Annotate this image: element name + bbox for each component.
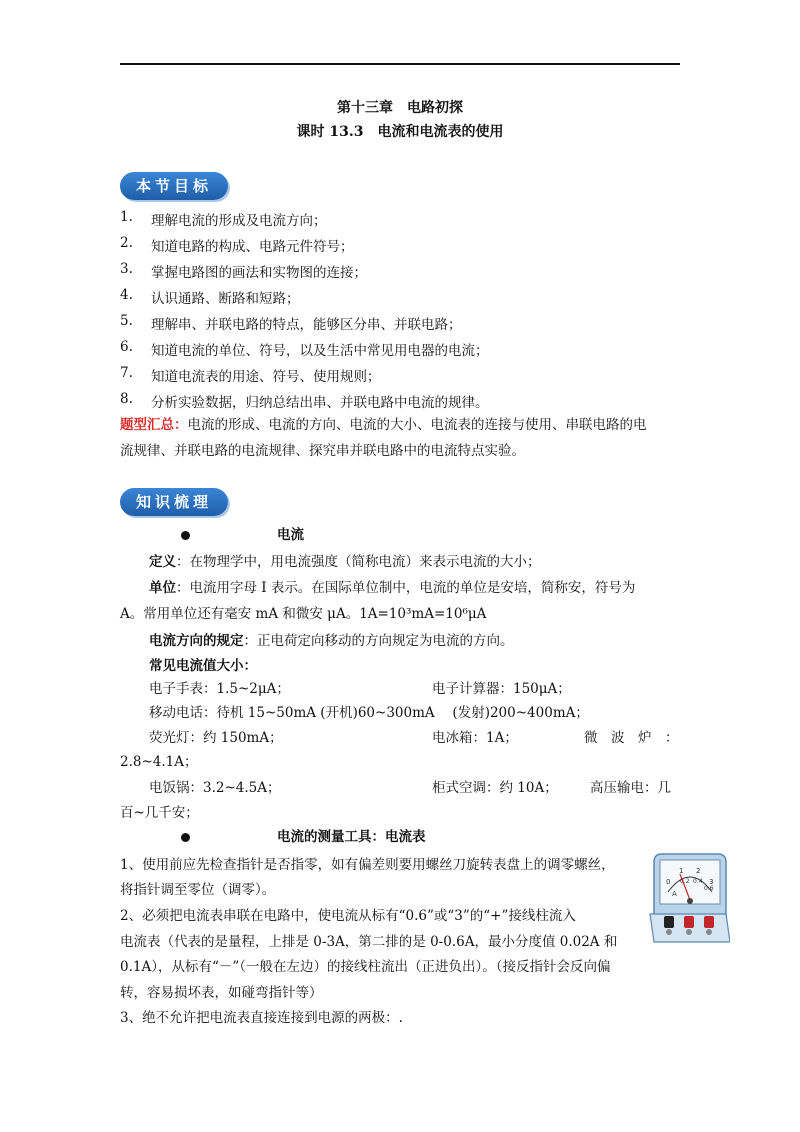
goal-item: 掌握电路图的画法和实物图的连接； <box>151 265 367 281</box>
scale-label-inner: 0.4 <box>693 878 703 885</box>
common-values-heading <box>149 657 257 675</box>
scale-label: 0 <box>666 878 671 886</box>
header-rule <box>120 63 680 65</box>
goal-number: 7. <box>120 365 133 381</box>
direction-label: 电流方向的规定 <box>149 633 244 649</box>
current-heading: 电流 <box>277 527 304 543</box>
rule-2-line-3: 0.1A），从标有“－”（一般在左边）的接线柱流出（正进负出）。（接反指针会反向偏 <box>120 959 611 975</box>
value-lamp: 荧光灯：约 150mA； <box>149 730 283 746</box>
value-fridge: 电冰箱：1A； <box>432 730 518 746</box>
direction-line <box>149 632 514 650</box>
bullet-icon <box>181 531 190 540</box>
scale-label: 2 <box>696 867 701 875</box>
goal-number: 3. <box>120 261 133 277</box>
unit-label: A <box>672 890 677 898</box>
bullet-icon <box>181 833 190 842</box>
goal-item: 理解串、并联电路的特点，能够区分串、并联电路； <box>151 317 462 333</box>
goals-badge: 本节目标 <box>120 172 228 200</box>
value-cooker: 电饭锅：3.2~4.5A； <box>149 780 281 796</box>
lesson-title: 课时 13.3 电流和电流表的使用 <box>296 124 504 140</box>
ammeter-heading: 电流的测量工具：电流表 <box>277 829 426 845</box>
value-watch: 电子手表：1.5~2μA； <box>149 681 290 697</box>
goal-item: 认识通路、断路和短路； <box>151 291 300 307</box>
rule-2-line-1: 2、必须把电流表串联在电路中，使电流从标有“0.6”或“3”的“+”接线柱流入 <box>120 908 576 924</box>
knowledge-badge: 知识梳理 <box>120 488 228 516</box>
direction-text: ：正电荷定向移动的方向规定为电流的方向。 <box>243 633 514 649</box>
goal-number: 8. <box>120 391 133 407</box>
goal-number: 6. <box>120 339 133 355</box>
common-values-label: 常见电流值大小 <box>149 658 244 674</box>
summary-line-2: 流规律、并联电路的电流规律、探究串并联电路中的电流特点实验。 <box>120 443 525 459</box>
scale-label: 1 <box>679 867 684 875</box>
value-hv: 高压输电：几 <box>590 780 671 796</box>
rule-2-line-2: 电流表（代表的是量程，上排是 0-3A，第二排的是 0-0.6A，最小分度值 0.02A 和 <box>120 934 618 950</box>
definition-text: ：在物理学中，用电流强度（简称电流）来表示电流的大小； <box>176 554 541 570</box>
scale-label-inner: 0.2 <box>680 878 690 885</box>
definition-line <box>149 553 541 571</box>
value-microwave-amount: 2.8~4.1A； <box>120 754 198 770</box>
summary-label: 题型汇总： <box>120 417 188 433</box>
chapter-title: 第十三章 电路初探 <box>337 100 463 116</box>
goal-item: 知道电流表的用途、符号、使用规则； <box>151 369 381 385</box>
unit-text: ：电流用字母 I 表示。在国际单位制中，电流的单位是安培，简称安，符号为 <box>176 580 636 596</box>
goal-item: 知道电路的构成、电路元件符号； <box>151 239 354 255</box>
goal-item: 理解电流的形成及电流方向； <box>151 213 327 229</box>
rule-2-line-4: 转，容易损坏表，如碰弯指针等） <box>120 985 323 1001</box>
definition-label: 定义 <box>149 554 176 570</box>
goal-number: 1. <box>120 209 133 225</box>
goal-number: 4. <box>120 287 133 303</box>
goal-number: 2. <box>120 235 133 251</box>
value-calculator: 电子计算器：150μA； <box>432 681 571 697</box>
unit-line-2: A。常用单位还有毫安 mA 和微安 μA。1A=10³mA=10⁶μA <box>120 606 487 622</box>
rule-1-line-1: 1、使用前应先检查指针是否指零，如有偏差则要用螺丝刀旋转表盘上的调零螺丝， <box>120 857 615 873</box>
scale-label: 3 <box>709 878 714 886</box>
value-microwave: 微 波 炉 ： <box>584 730 679 746</box>
goal-number: 5. <box>120 313 133 329</box>
value-hv-amount: 百~几千安； <box>120 805 199 821</box>
summary-line-1 <box>120 416 647 434</box>
goal-item: 知道电流的单位、符号，以及生活中常见用电器的电流； <box>151 343 489 359</box>
scale-label-inner: 0.6 <box>704 885 714 892</box>
common-values-colon: ： <box>243 658 257 674</box>
value-ac: 柜式空调：约 10A； <box>432 780 558 796</box>
unit-line <box>149 579 635 597</box>
value-phone: 移动电话：待机 15~50mA (开机)60~300mA (发射)200~400mA； <box>149 705 589 721</box>
rule-1-line-2: 将指针调至零位（调零）。 <box>120 882 276 898</box>
unit-label: 单位 <box>149 580 176 596</box>
rule-3: 3、绝不允许把电流表直接连接到电源的两极：. <box>120 1010 403 1026</box>
goal-item: 分析实验数据，归纳总结出串、并联电路中电流的规律。 <box>151 395 489 411</box>
ammeter-image <box>646 852 730 944</box>
summary-text: 电流的形成、电流的方向、电流的大小、电流表的连接与使用、串联电路的电 <box>187 417 647 433</box>
